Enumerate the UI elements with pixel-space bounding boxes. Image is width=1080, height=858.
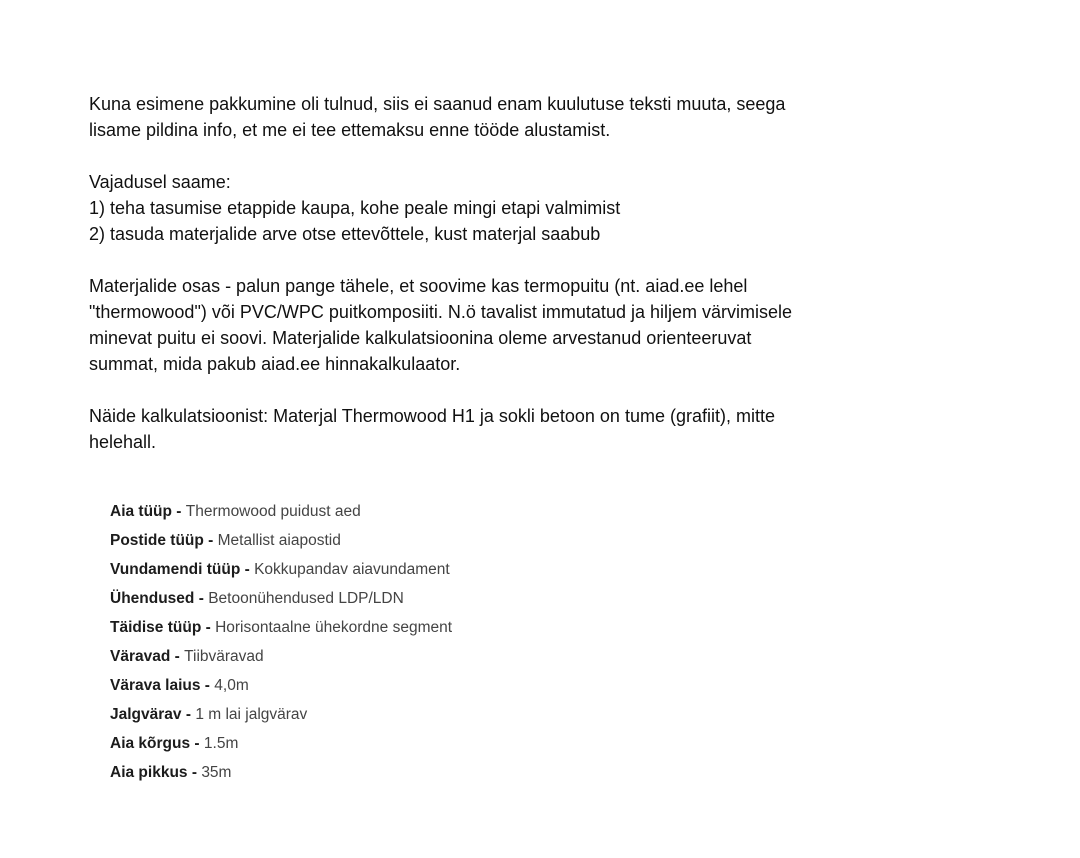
paragraph-materials [89, 273, 889, 377]
spec-separator: - [170, 648, 185, 665]
spec-row [110, 671, 452, 700]
spec-separator: - [181, 706, 196, 723]
text-line: Kuna esimene pakkumine oli tulnud, siis ei saanud enam kuulutuse teksti muuta, seega [89, 94, 786, 114]
text-line: minevat puitu ei soovi. Materjalide kalkulatsioonina oleme arvestanud orienteeruvat [89, 328, 752, 348]
document-body [89, 91, 889, 481]
spec-value: Horisontaalne ühekordne segment [215, 619, 453, 636]
spec-separator: - [187, 764, 202, 781]
spec-label: Postide tüüp [110, 532, 204, 549]
spec-label: Aia kõrgus [110, 735, 191, 752]
spec-label: Värava laius [110, 677, 201, 694]
spec-row [110, 497, 452, 526]
spec-value: Metallist aiapostid [217, 532, 341, 549]
spec-label: Väravad [110, 648, 171, 665]
spec-label: Aia pikkus [110, 764, 188, 781]
spec-row [110, 700, 452, 729]
text-line: 2) tasuda materjalide arve otse ettevõttele, kust materjal saabub [89, 224, 601, 244]
spec-row [110, 526, 452, 555]
spec-label: Jalgvärav [110, 706, 182, 723]
text-line: helehall. [89, 432, 157, 452]
spec-label: Vundamendi tüüp [110, 561, 241, 578]
text-line: Materjalide osas - palun pange tähele, et soovime kas termopuitu (nt. aiad.ee lehel [89, 276, 748, 296]
spec-separator: - [190, 735, 204, 752]
text-line: "thermowood") või PVC/WPC puitkomposiiti. N.ö tavalist immutatud ja hiljem värvimisele [89, 302, 793, 322]
text-line: 1) teha tasumise etappide kaupa, kohe peale mingi etapi valmimist [89, 198, 621, 218]
spec-value: Tiibväravad [184, 648, 264, 665]
spec-value: 1.5m [203, 735, 239, 752]
paragraph-payment-options [89, 169, 889, 247]
spec-separator: - [172, 503, 186, 520]
fence-spec-list [110, 497, 452, 787]
spec-value: Thermowood puidust aed [185, 503, 361, 520]
spec-label: Täidise tüüp [110, 619, 202, 636]
spec-row [110, 729, 452, 758]
spec-value: 1 m lai jalgvärav [195, 706, 308, 723]
spec-row [110, 758, 452, 787]
spec-value: Betoonühendused LDP/LDN [208, 590, 404, 607]
paragraph-intro [89, 91, 889, 143]
spec-row [110, 613, 452, 642]
spec-row [110, 584, 452, 613]
spec-separator: - [240, 561, 255, 578]
spec-row [110, 642, 452, 671]
spec-value: 4,0m [214, 677, 249, 694]
spec-value: Kokkupandav aiavundament [254, 561, 450, 578]
text-line: summat, mida pakub aiad.ee hinnakalkulaator. [89, 354, 461, 374]
spec-separator: - [203, 532, 218, 549]
spec-row [110, 555, 452, 584]
text-line: Näide kalkulatsioonist: Materjal Thermowood H1 ja sokli betoon on tume (grafiit), mitte [89, 406, 775, 426]
text-line: Vajadusel saame: [89, 172, 231, 192]
spec-label: Aia tüüp [110, 503, 172, 520]
spec-value: 35m [201, 764, 232, 781]
spec-separator: - [200, 677, 215, 694]
spec-separator: - [201, 619, 216, 636]
paragraph-example [89, 403, 889, 455]
spec-separator: - [194, 590, 209, 607]
text-line: lisame pildina info, et me ei tee ettemaksu enne tööde alustamist. [89, 120, 611, 140]
spec-label: Ühendused [110, 590, 195, 607]
